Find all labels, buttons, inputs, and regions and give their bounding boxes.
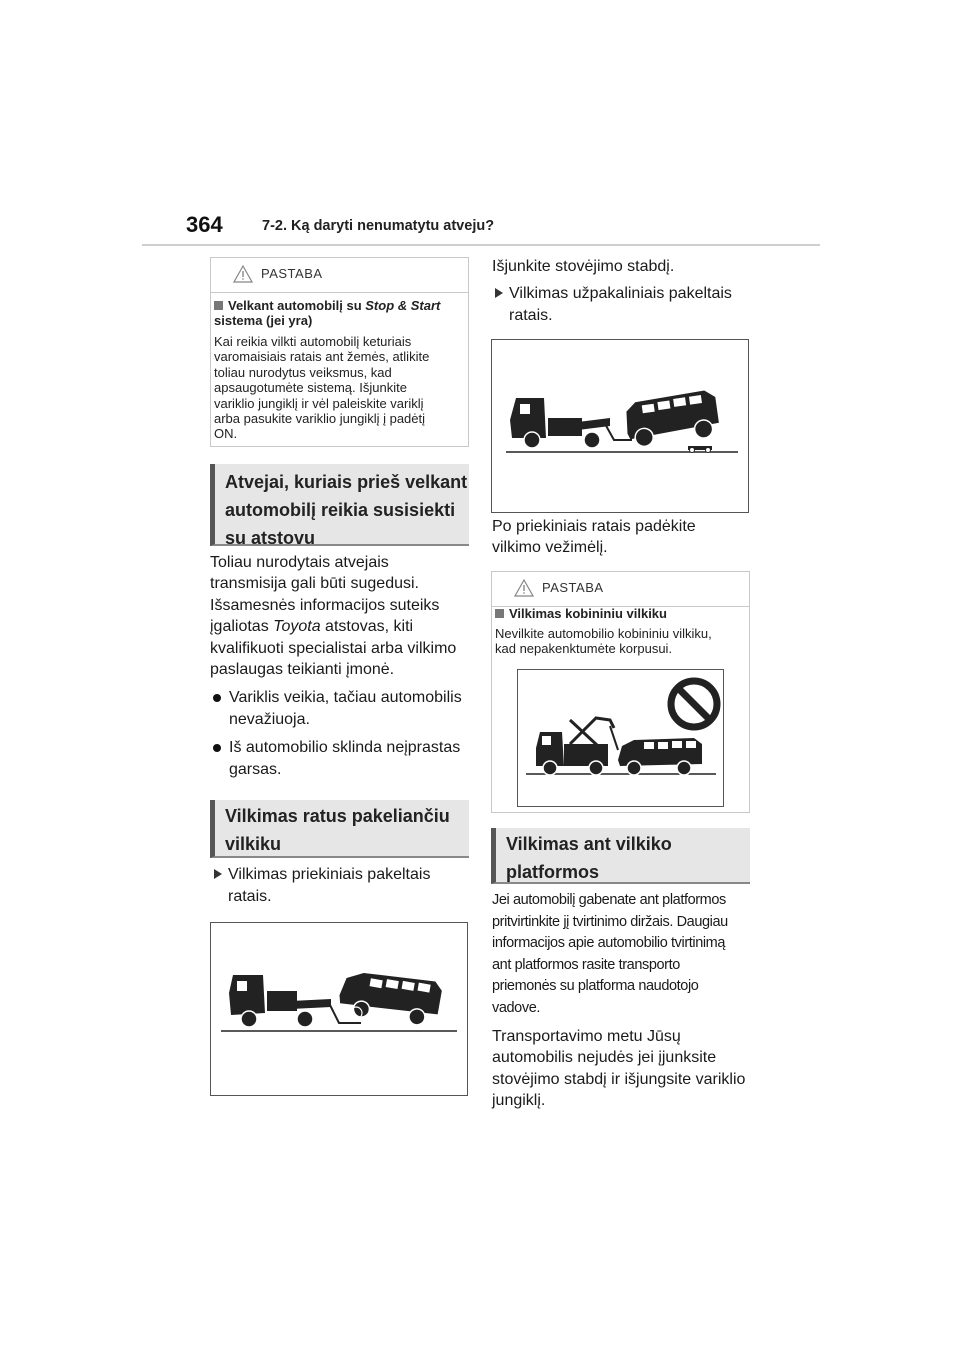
text-line: vilkimo vežimėlį.: [492, 539, 608, 557]
arrow-item-line: ratais.: [509, 307, 553, 324]
note-line: ON.: [214, 426, 238, 442]
text-line: priemonės su platforma naudotojo: [492, 978, 699, 995]
note-sub-text: Vilkimas kobininiu vilkiku: [509, 606, 667, 621]
bullet-line: Variklis veikia, tačiau automobilis: [229, 689, 462, 706]
text-line: [210, 616, 475, 637]
section-heading-flatbed: [491, 828, 750, 884]
arrow-item-rear-lift: [495, 283, 753, 327]
figure-rear-wheel-lift: [491, 339, 749, 513]
page-number: 364: [186, 212, 223, 237]
arrow-bullet-icon: [214, 869, 222, 879]
text-line: Toliau nurodytais atvejais: [210, 554, 389, 571]
section-title-line: platformos: [506, 862, 600, 882]
note-body: [214, 334, 466, 442]
text-line: informacijos apie automobilio tvirtinimą: [492, 935, 726, 952]
bullet-item: [213, 737, 473, 781]
warning-icon: [233, 265, 253, 283]
flatbed-paragraph: [492, 890, 760, 1020]
brand-name: Toyota: [273, 618, 321, 636]
note-line: toliau nurodytus veiksmus, kad: [214, 364, 392, 380]
section-title-line: Atvejai, kuriais prieš velkant: [225, 472, 468, 492]
bullet-item: [213, 687, 473, 731]
header-divider: [142, 244, 820, 246]
text-line: Transportavimo metu Jūsų: [492, 1028, 681, 1045]
figure-front-wheel-lift: [210, 922, 468, 1096]
dolly-instruction: [492, 516, 696, 559]
section-heading-wheel-lift: [210, 800, 469, 858]
note-subheading: [214, 298, 444, 328]
note-box-stop-start: [210, 257, 469, 447]
chapter-title: 7-2. Ką daryti nenumatytu atveju?: [262, 218, 495, 234]
note-line: apsaugotumėte sistemą. Išjunkite: [214, 380, 407, 396]
arrow-item-line: Vilkimas užpakaliniais pakeltais: [509, 285, 732, 302]
arrow-item-line: Vilkimas priekiniais pakeltais: [228, 866, 431, 883]
note-body: [495, 626, 747, 657]
note-line: Kai reikia vilkti automobilį keturiais: [214, 334, 412, 349]
text-line: kvalifikuoti specialistai arba vilkimo: [210, 639, 457, 657]
arrow-bullet-icon: [495, 288, 503, 298]
note-line: arba pasukite variklio jungiklį į padėtį: [214, 411, 426, 427]
section-title-line: vilkiku: [225, 834, 282, 854]
arrow-item-line: ratais.: [228, 888, 272, 905]
section-heading-contact-dealer: [210, 464, 469, 546]
bullet-dot-icon: [213, 694, 221, 702]
note-line: kad nepakenktumėte korpusui.: [495, 641, 673, 657]
tow-truck-front-lift-illustration: [211, 923, 467, 1095]
bullet-dot-icon: [213, 744, 221, 752]
section-title-line: Vilkimas ratus pakeliančiu: [225, 806, 450, 826]
note-sub-italic: Stop & Start: [365, 298, 441, 313]
text-line: Po priekiniais ratais padėkite: [492, 518, 696, 535]
text-line: Išsamesnės informacijos suteiks: [210, 596, 440, 614]
note-header: [211, 258, 468, 293]
arrow-item-front-lift: [214, 864, 472, 908]
note-sub-suffix: sistema (jei yra): [214, 313, 313, 328]
text-line: jungiklį.: [492, 1092, 546, 1110]
text-line: ant platformos rasite transporto: [492, 956, 680, 973]
note-line: Nevilkite automobilio kobininiu vilkiku,: [495, 626, 712, 641]
section-title-line: Vilkimas ant vilkiko: [506, 834, 672, 854]
text-line: Jei automobilį gabenate ant platformos: [492, 892, 726, 908]
text-line: vadove.: [492, 999, 540, 1016]
tow-truck-rear-lift-illustration: [492, 340, 748, 512]
bullet-line: Iš automobilio sklinda neįprastas: [229, 739, 461, 756]
note-label: PASTABA: [261, 266, 323, 281]
paragraph-transmission: [210, 552, 475, 680]
square-bullet-icon: [214, 301, 223, 310]
text-line: paslaugas teikianti įmonė.: [210, 661, 395, 679]
note-sub-prefix: Velkant automobilį su: [228, 298, 366, 313]
figure-sling-tow-prohibited: [517, 669, 724, 807]
square-bullet-icon: [495, 609, 504, 618]
text-fragment: įgaliotas: [210, 618, 274, 636]
sling-tow-illustration: [518, 670, 723, 806]
text-line: automobilis nejudės jei įjunksite: [492, 1049, 717, 1067]
warning-icon: [514, 579, 534, 597]
note-box-sling-tow: [491, 571, 750, 813]
parking-brake-instruction: Išjunkite stovėjimo stabdį.: [492, 258, 675, 275]
note-line: varomaisiais ratais ant žemės, atlikite: [214, 349, 430, 365]
text-line: transmisija gali būti sugedusi.: [210, 575, 419, 593]
bullet-line: garsas.: [229, 761, 282, 778]
note-line: variklio jungiklį ir vėl paleiskite variklį: [214, 395, 424, 411]
section-title-line: su atstovu: [225, 528, 316, 548]
text-line: pritvirtinkite jį tvirtinimo diržais. Daugiau: [492, 913, 728, 930]
section-title-line: automobilį reikia susisiekti: [225, 500, 456, 520]
note-header: [492, 572, 749, 607]
transport-paragraph: [492, 1026, 760, 1112]
text-fragment: atstovas, kiti: [320, 618, 414, 636]
note-subheading: [495, 606, 667, 621]
bullet-line: nevažiuoja.: [229, 711, 310, 728]
note-label: PASTABA: [542, 580, 604, 595]
text-line: stovėjimo stabdį ir išjungsite variklio: [492, 1070, 746, 1088]
